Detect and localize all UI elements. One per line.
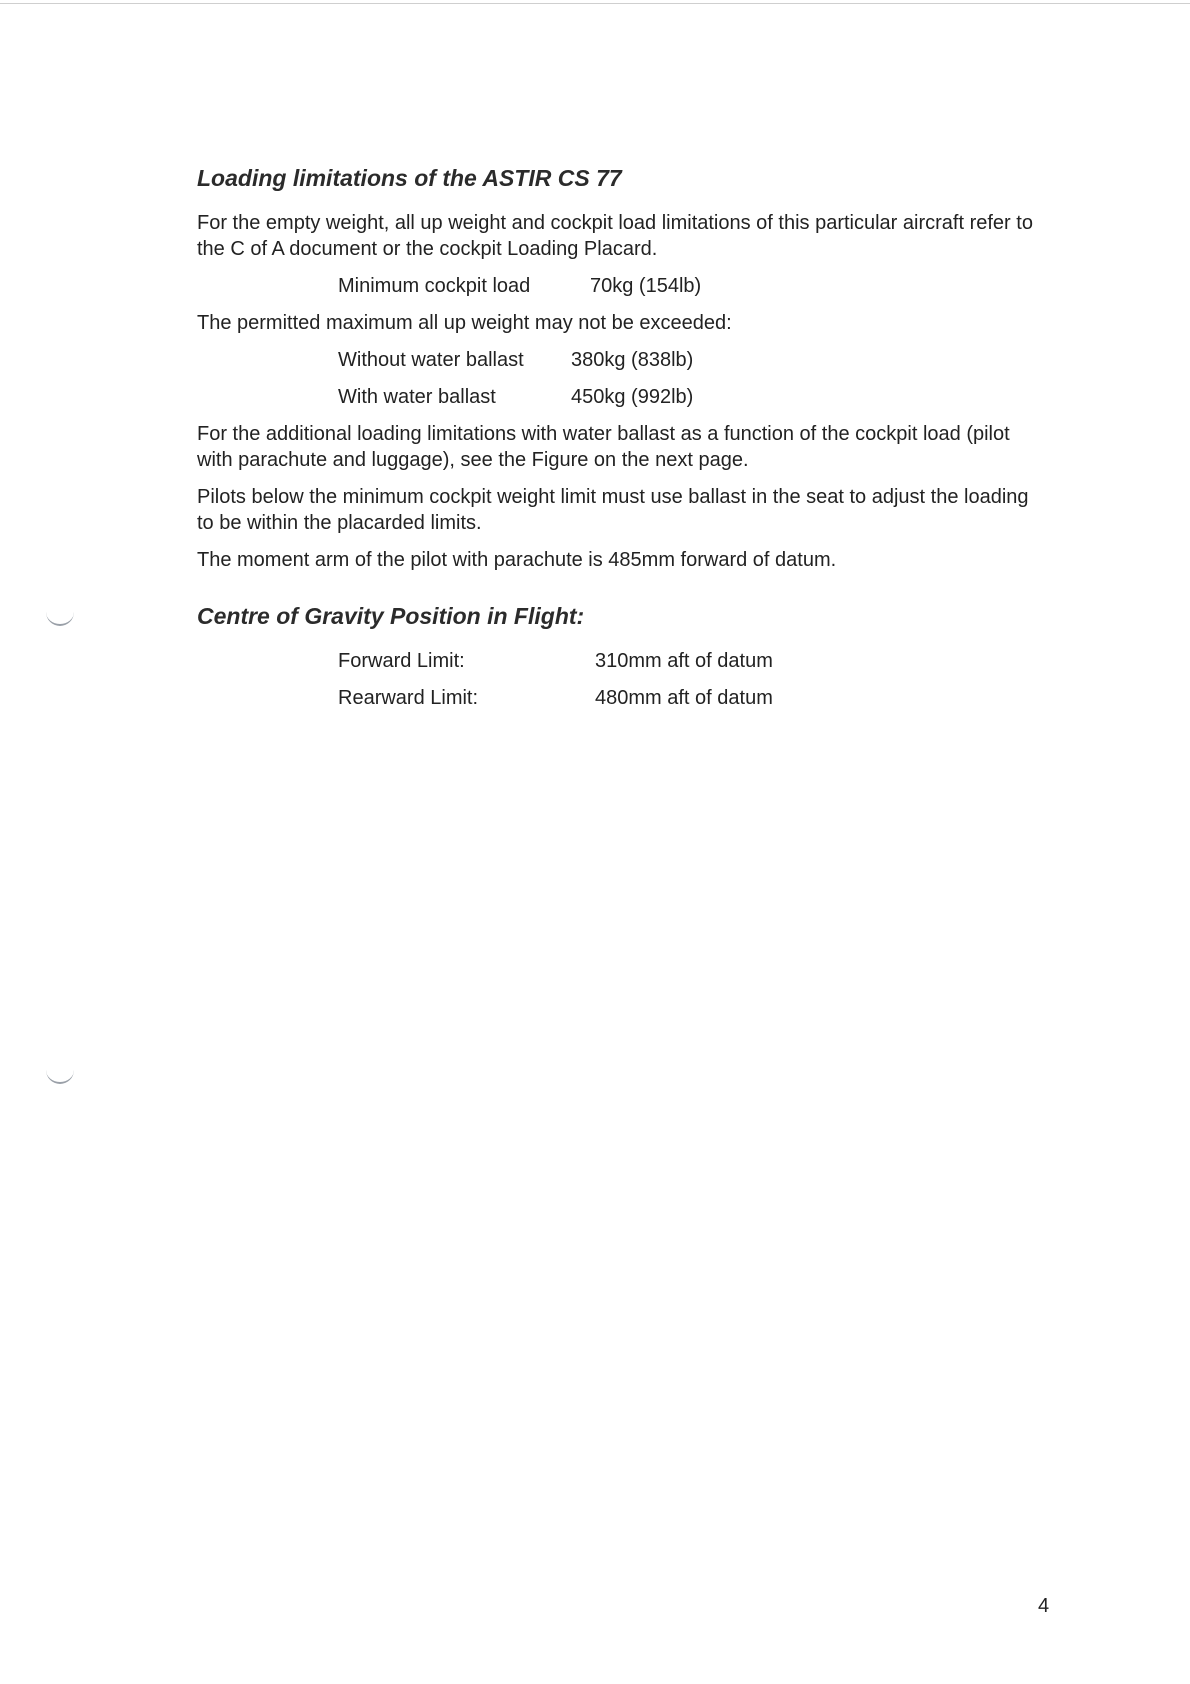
spec-label: Rearward Limit: bbox=[338, 687, 479, 709]
spec-row-with-water-ballast bbox=[197, 384, 1047, 410]
spec-value: 450kg (992lb) bbox=[571, 386, 694, 408]
section-title-loading-limitations: Loading limitations of the ASTIR CS 77 bbox=[197, 165, 622, 191]
spec-label: With water ballast bbox=[338, 386, 496, 408]
page-top-rule bbox=[0, 3, 1190, 4]
document-body bbox=[197, 165, 1047, 722]
spec-row-without-water-ballast bbox=[197, 347, 1047, 373]
spec-row-rearward-limit bbox=[197, 685, 1047, 711]
spec-row-min-cockpit-load bbox=[197, 273, 1047, 299]
intro-paragraph: For the empty weight, all up weight and cockpit load limitations of this particular aircraft refer to the C of A document or the cockpit Loading Placard. bbox=[197, 212, 1033, 260]
spec-row-forward-limit bbox=[197, 648, 1047, 674]
minimum-weight-ballast-paragraph: Pilots below the minimum cockpit weight limit must use ballast in the seat to adjust the loading to be within the placarded limits. bbox=[197, 486, 1029, 534]
spec-value: 70kg (154lb) bbox=[590, 275, 702, 297]
spec-value: 480mm aft of datum bbox=[595, 687, 773, 709]
spec-label: Minimum cockpit load bbox=[338, 275, 531, 297]
max-weight-paragraph: The permitted maximum all up weight may not be exceeded: bbox=[197, 312, 732, 334]
moment-arm-paragraph: The moment arm of the pilot with parachute is 485mm forward of datum. bbox=[197, 549, 837, 571]
section-title-centre-of-gravity: Centre of Gravity Position in Flight: bbox=[197, 603, 585, 629]
punch-hole-mark bbox=[46, 600, 74, 626]
spec-label: Without water ballast bbox=[338, 349, 524, 371]
spec-value: 310mm aft of datum bbox=[595, 650, 773, 672]
spec-label: Forward Limit: bbox=[338, 650, 465, 672]
page-number: 4 bbox=[1038, 1595, 1050, 1617]
additional-limitations-paragraph: For the additional loading limitations with water ballast as a function of the cockpit load (pilot with parachute and luggage), see the Figure on the next page. bbox=[197, 423, 1010, 471]
punch-hole-mark bbox=[46, 1058, 74, 1084]
spec-value: 380kg (838lb) bbox=[571, 349, 694, 371]
